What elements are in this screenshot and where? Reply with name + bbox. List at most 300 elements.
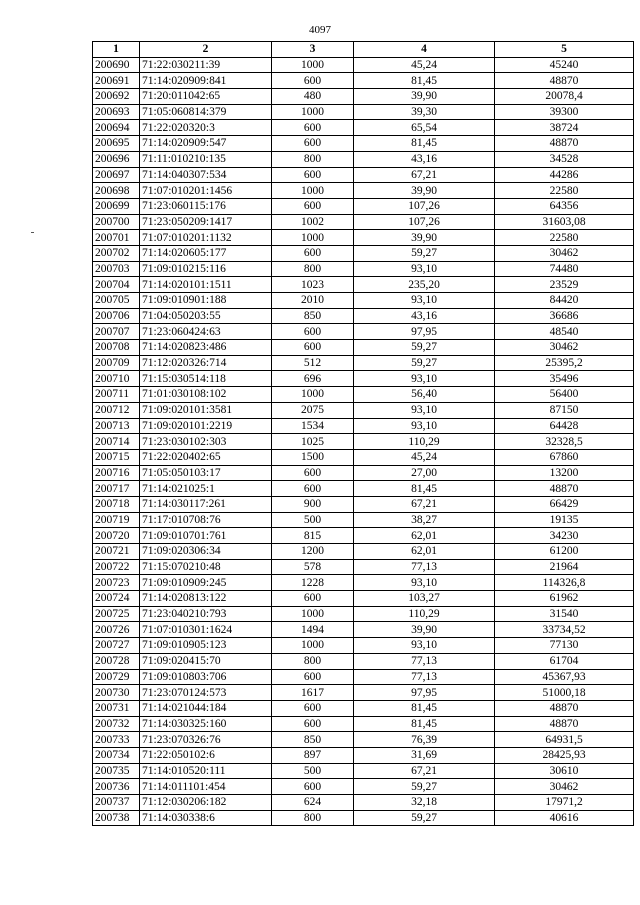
table-row bbox=[93, 230, 634, 246]
area-cell: 1200 bbox=[272, 544, 354, 560]
cadastral-number-cell: 71:09:010905:123 bbox=[140, 638, 272, 654]
amount-cell: 33734,52 bbox=[495, 622, 634, 638]
row-id-cell: 200719 bbox=[93, 512, 140, 528]
amount-cell: 44286 bbox=[495, 167, 634, 183]
cadastral-number-cell: 71:22:020320:3 bbox=[140, 120, 272, 136]
row-id-cell: 200717 bbox=[93, 481, 140, 497]
table-row bbox=[93, 747, 634, 763]
row-id-cell: 200734 bbox=[93, 747, 140, 763]
table-row bbox=[93, 559, 634, 575]
amount-cell: 38724 bbox=[495, 120, 634, 136]
rate-cell: 110,29 bbox=[354, 606, 495, 622]
row-id-cell: 200704 bbox=[93, 277, 140, 293]
cadastral-number-cell: 71:11:010210:135 bbox=[140, 151, 272, 167]
cadastral-number-cell: 71:17:010708:76 bbox=[140, 512, 272, 528]
header-col-4: 4 bbox=[354, 42, 495, 58]
rate-cell: 107,26 bbox=[354, 198, 495, 214]
row-id-cell: 200709 bbox=[93, 355, 140, 371]
rate-cell: 67,21 bbox=[354, 763, 495, 779]
row-id-cell: 200723 bbox=[93, 575, 140, 591]
row-id-cell: 200733 bbox=[93, 732, 140, 748]
area-cell: 1025 bbox=[272, 434, 354, 450]
amount-cell: 48870 bbox=[495, 716, 634, 732]
cadastral-number-cell: 71:09:010215:116 bbox=[140, 261, 272, 277]
row-id-cell: 200728 bbox=[93, 653, 140, 669]
row-id-cell: 200718 bbox=[93, 496, 140, 512]
rate-cell: 77,13 bbox=[354, 669, 495, 685]
row-id-cell: 200730 bbox=[93, 685, 140, 701]
area-cell: 1494 bbox=[272, 622, 354, 638]
area-cell: 815 bbox=[272, 528, 354, 544]
cadastral-number-cell: 71:23:060424:63 bbox=[140, 324, 272, 340]
cadastral-number-cell: 71:15:070210:48 bbox=[140, 559, 272, 575]
area-cell: 600 bbox=[272, 167, 354, 183]
rate-cell: 38,27 bbox=[354, 512, 495, 528]
table-row bbox=[93, 151, 634, 167]
area-cell: 2075 bbox=[272, 402, 354, 418]
row-id-cell: 200707 bbox=[93, 324, 140, 340]
table-row bbox=[93, 277, 634, 293]
cadastral-number-cell: 71:22:030211:39 bbox=[140, 57, 272, 73]
area-cell: 1534 bbox=[272, 418, 354, 434]
rate-cell: 59,27 bbox=[354, 810, 495, 826]
row-id-cell: 200725 bbox=[93, 606, 140, 622]
cadastral-number-cell: 71:09:020306:34 bbox=[140, 544, 272, 560]
amount-cell: 56400 bbox=[495, 387, 634, 403]
table-row bbox=[93, 214, 634, 230]
table-row bbox=[93, 57, 634, 73]
area-cell: 1000 bbox=[272, 183, 354, 199]
amount-cell: 45367,93 bbox=[495, 669, 634, 685]
row-id-cell: 200697 bbox=[93, 167, 140, 183]
amount-cell: 45240 bbox=[495, 57, 634, 73]
row-id-cell: 200706 bbox=[93, 308, 140, 324]
row-id-cell: 200692 bbox=[93, 89, 140, 105]
area-cell: 850 bbox=[272, 308, 354, 324]
area-cell: 578 bbox=[272, 559, 354, 575]
row-id-cell: 200703 bbox=[93, 261, 140, 277]
table-row bbox=[93, 198, 634, 214]
amount-cell: 23529 bbox=[495, 277, 634, 293]
area-cell: 600 bbox=[272, 340, 354, 356]
amount-cell: 77130 bbox=[495, 638, 634, 654]
table-row bbox=[93, 449, 634, 465]
row-id-cell: 200715 bbox=[93, 449, 140, 465]
amount-cell: 87150 bbox=[495, 402, 634, 418]
row-id-cell: 200724 bbox=[93, 591, 140, 607]
area-cell: 800 bbox=[272, 261, 354, 277]
rate-cell: 76,39 bbox=[354, 732, 495, 748]
area-cell: 500 bbox=[272, 512, 354, 528]
area-cell: 800 bbox=[272, 653, 354, 669]
amount-cell: 30462 bbox=[495, 245, 634, 261]
table-row bbox=[93, 606, 634, 622]
row-id-cell: 200690 bbox=[93, 57, 140, 73]
row-id-cell: 200716 bbox=[93, 465, 140, 481]
stray-mark bbox=[31, 232, 34, 233]
amount-cell: 61962 bbox=[495, 591, 634, 607]
table-row bbox=[93, 528, 634, 544]
rate-cell: 235,20 bbox=[354, 277, 495, 293]
cadastral-number-cell: 71:14:021044:184 bbox=[140, 700, 272, 716]
cadastral-number-cell: 71:14:021025:1 bbox=[140, 481, 272, 497]
row-id-cell: 200738 bbox=[93, 810, 140, 826]
amount-cell: 48540 bbox=[495, 324, 634, 340]
area-cell: 1617 bbox=[272, 685, 354, 701]
cadastral-number-cell: 71:05:050103:17 bbox=[140, 465, 272, 481]
amount-cell: 48870 bbox=[495, 481, 634, 497]
area-cell: 1000 bbox=[272, 606, 354, 622]
table-row bbox=[93, 465, 634, 481]
rate-cell: 67,21 bbox=[354, 496, 495, 512]
cadastral-number-cell: 71:07:010301:1624 bbox=[140, 622, 272, 638]
row-id-cell: 200700 bbox=[93, 214, 140, 230]
cadastral-number-cell: 71:09:010901:188 bbox=[140, 293, 272, 309]
rate-cell: 56,40 bbox=[354, 387, 495, 403]
rate-cell: 77,13 bbox=[354, 559, 495, 575]
cadastral-number-cell: 71:09:010909:245 bbox=[140, 575, 272, 591]
rate-cell: 59,27 bbox=[354, 245, 495, 261]
table-row bbox=[93, 700, 634, 716]
rate-cell: 39,90 bbox=[354, 622, 495, 638]
table-row bbox=[93, 638, 634, 654]
row-id-cell: 200735 bbox=[93, 763, 140, 779]
area-cell: 900 bbox=[272, 496, 354, 512]
area-cell: 600 bbox=[272, 73, 354, 89]
cadastral-number-cell: 71:23:070124:573 bbox=[140, 685, 272, 701]
area-cell: 1000 bbox=[272, 638, 354, 654]
table-row bbox=[93, 434, 634, 450]
area-cell: 1500 bbox=[272, 449, 354, 465]
area-cell: 600 bbox=[272, 120, 354, 136]
amount-cell: 39300 bbox=[495, 104, 634, 120]
amount-cell: 31540 bbox=[495, 606, 634, 622]
area-cell: 600 bbox=[272, 716, 354, 732]
amount-cell: 32328,5 bbox=[495, 434, 634, 450]
amount-cell: 40616 bbox=[495, 810, 634, 826]
table-row bbox=[93, 622, 634, 638]
row-id-cell: 200737 bbox=[93, 795, 140, 811]
table-row bbox=[93, 120, 634, 136]
row-id-cell: 200714 bbox=[93, 434, 140, 450]
rate-cell: 97,95 bbox=[354, 685, 495, 701]
area-cell: 600 bbox=[272, 591, 354, 607]
row-id-cell: 200711 bbox=[93, 387, 140, 403]
amount-cell: 22580 bbox=[495, 230, 634, 246]
rate-cell: 103,27 bbox=[354, 591, 495, 607]
amount-cell: 22580 bbox=[495, 183, 634, 199]
rate-cell: 93,10 bbox=[354, 261, 495, 277]
table-row bbox=[93, 261, 634, 277]
row-id-cell: 200729 bbox=[93, 669, 140, 685]
rate-cell: 93,10 bbox=[354, 575, 495, 591]
cadastral-number-cell: 71:01:030108:102 bbox=[140, 387, 272, 403]
amount-cell: 17971,2 bbox=[495, 795, 634, 811]
row-id-cell: 200693 bbox=[93, 104, 140, 120]
amount-cell: 19135 bbox=[495, 512, 634, 528]
row-id-cell: 200722 bbox=[93, 559, 140, 575]
amount-cell: 30462 bbox=[495, 779, 634, 795]
amount-cell: 64931,5 bbox=[495, 732, 634, 748]
rate-cell: 39,90 bbox=[354, 230, 495, 246]
row-id-cell: 200712 bbox=[93, 402, 140, 418]
row-id-cell: 200732 bbox=[93, 716, 140, 732]
cadastral-number-cell: 71:07:010201:1456 bbox=[140, 183, 272, 199]
area-cell: 1000 bbox=[272, 230, 354, 246]
rate-cell: 81,45 bbox=[354, 73, 495, 89]
rate-cell: 62,01 bbox=[354, 528, 495, 544]
rate-cell: 107,26 bbox=[354, 214, 495, 230]
area-cell: 600 bbox=[272, 324, 354, 340]
table-row bbox=[93, 575, 634, 591]
rate-cell: 43,16 bbox=[354, 151, 495, 167]
amount-cell: 28425,93 bbox=[495, 747, 634, 763]
area-cell: 800 bbox=[272, 810, 354, 826]
table-row bbox=[93, 324, 634, 340]
row-id-cell: 200695 bbox=[93, 136, 140, 152]
table-row bbox=[93, 371, 634, 387]
cadastral-number-cell: 71:09:010803:706 bbox=[140, 669, 272, 685]
area-cell: 500 bbox=[272, 763, 354, 779]
cadastral-number-cell: 71:23:050209:1417 bbox=[140, 214, 272, 230]
cadastral-number-cell: 71:14:040307:534 bbox=[140, 167, 272, 183]
table-row bbox=[93, 512, 634, 528]
amount-cell: 61200 bbox=[495, 544, 634, 560]
rate-cell: 81,45 bbox=[354, 700, 495, 716]
row-id-cell: 200721 bbox=[93, 544, 140, 560]
row-id-cell: 200691 bbox=[93, 73, 140, 89]
table-row bbox=[93, 402, 634, 418]
page-number: 4097 bbox=[309, 24, 331, 36]
rate-cell: 39,90 bbox=[354, 89, 495, 105]
cadastral-number-cell: 71:20:011042:65 bbox=[140, 89, 272, 105]
area-cell: 600 bbox=[272, 245, 354, 261]
table-row bbox=[93, 685, 634, 701]
area-cell: 1023 bbox=[272, 277, 354, 293]
area-cell: 600 bbox=[272, 669, 354, 685]
header-row bbox=[93, 42, 634, 58]
table-row bbox=[93, 732, 634, 748]
row-id-cell: 200696 bbox=[93, 151, 140, 167]
table-row bbox=[93, 496, 634, 512]
table-row bbox=[93, 167, 634, 183]
area-cell: 1228 bbox=[272, 575, 354, 591]
amount-cell: 34528 bbox=[495, 151, 634, 167]
table-row bbox=[93, 481, 634, 497]
rate-cell: 93,10 bbox=[354, 638, 495, 654]
amount-cell: 30462 bbox=[495, 340, 634, 356]
row-id-cell: 200708 bbox=[93, 340, 140, 356]
table-row bbox=[93, 418, 634, 434]
cadastral-number-cell: 71:14:020605:177 bbox=[140, 245, 272, 261]
amount-cell: 67860 bbox=[495, 449, 634, 465]
amount-cell: 13200 bbox=[495, 465, 634, 481]
cadastral-number-cell: 71:22:050102:6 bbox=[140, 747, 272, 763]
row-id-cell: 200699 bbox=[93, 198, 140, 214]
amount-cell: 74480 bbox=[495, 261, 634, 277]
cadastral-number-cell: 71:14:030338:6 bbox=[140, 810, 272, 826]
cadastral-number-cell: 71:09:020101:3581 bbox=[140, 402, 272, 418]
area-cell: 600 bbox=[272, 481, 354, 497]
cadastral-number-cell: 71:12:030206:182 bbox=[140, 795, 272, 811]
rate-cell: 59,27 bbox=[354, 779, 495, 795]
data-table bbox=[92, 41, 634, 826]
rate-cell: 43,16 bbox=[354, 308, 495, 324]
area-cell: 600 bbox=[272, 198, 354, 214]
cadastral-number-cell: 71:14:020823:486 bbox=[140, 340, 272, 356]
rate-cell: 81,45 bbox=[354, 136, 495, 152]
area-cell: 480 bbox=[272, 89, 354, 105]
amount-cell: 36686 bbox=[495, 308, 634, 324]
cadastral-number-cell: 71:14:020813:122 bbox=[140, 591, 272, 607]
cadastral-number-cell: 71:14:020909:547 bbox=[140, 136, 272, 152]
rate-cell: 81,45 bbox=[354, 481, 495, 497]
rate-cell: 93,10 bbox=[354, 418, 495, 434]
cadastral-number-cell: 71:04:050203:55 bbox=[140, 308, 272, 324]
header-col-2: 2 bbox=[140, 42, 272, 58]
area-cell: 1000 bbox=[272, 387, 354, 403]
row-id-cell: 200705 bbox=[93, 293, 140, 309]
amount-cell: 64428 bbox=[495, 418, 634, 434]
cadastral-number-cell: 71:14:030117:261 bbox=[140, 496, 272, 512]
table-row bbox=[93, 653, 634, 669]
rate-cell: 77,13 bbox=[354, 653, 495, 669]
rate-cell: 45,24 bbox=[354, 449, 495, 465]
cadastral-number-cell: 71:07:010201:1132 bbox=[140, 230, 272, 246]
amount-cell: 48870 bbox=[495, 73, 634, 89]
area-cell: 850 bbox=[272, 732, 354, 748]
rate-cell: 62,01 bbox=[354, 544, 495, 560]
cadastral-number-cell: 71:12:020326:714 bbox=[140, 355, 272, 371]
amount-cell: 21964 bbox=[495, 559, 634, 575]
table-row bbox=[93, 245, 634, 261]
table-row bbox=[93, 763, 634, 779]
rate-cell: 110,29 bbox=[354, 434, 495, 450]
table-row bbox=[93, 308, 634, 324]
row-id-cell: 200698 bbox=[93, 183, 140, 199]
header-col-5: 5 bbox=[495, 42, 634, 58]
table-row bbox=[93, 73, 634, 89]
row-id-cell: 200701 bbox=[93, 230, 140, 246]
cadastral-number-cell: 71:23:070326:76 bbox=[140, 732, 272, 748]
amount-cell: 20078,4 bbox=[495, 89, 634, 105]
amount-cell: 34230 bbox=[495, 528, 634, 544]
row-id-cell: 200713 bbox=[93, 418, 140, 434]
cadastral-number-cell: 71:14:030325:160 bbox=[140, 716, 272, 732]
area-cell: 1000 bbox=[272, 57, 354, 73]
row-id-cell: 200694 bbox=[93, 120, 140, 136]
table-row bbox=[93, 89, 634, 105]
table-row bbox=[93, 340, 634, 356]
rate-cell: 81,45 bbox=[354, 716, 495, 732]
amount-cell: 35496 bbox=[495, 371, 634, 387]
cadastral-number-cell: 71:14:011101:454 bbox=[140, 779, 272, 795]
amount-cell: 30610 bbox=[495, 763, 634, 779]
table-row bbox=[93, 795, 634, 811]
amount-cell: 66429 bbox=[495, 496, 634, 512]
area-cell: 696 bbox=[272, 371, 354, 387]
table-row bbox=[93, 779, 634, 795]
area-cell: 600 bbox=[272, 465, 354, 481]
rate-cell: 93,10 bbox=[354, 402, 495, 418]
rate-cell: 67,21 bbox=[354, 167, 495, 183]
table-body bbox=[93, 57, 634, 826]
cadastral-number-cell: 71:23:060115:176 bbox=[140, 198, 272, 214]
table-row bbox=[93, 293, 634, 309]
area-cell: 2010 bbox=[272, 293, 354, 309]
rate-cell: 59,27 bbox=[354, 340, 495, 356]
area-cell: 897 bbox=[272, 747, 354, 763]
amount-cell: 51000,18 bbox=[495, 685, 634, 701]
rate-cell: 65,54 bbox=[354, 120, 495, 136]
area-cell: 600 bbox=[272, 700, 354, 716]
row-id-cell: 200726 bbox=[93, 622, 140, 638]
cadastral-number-cell: 71:09:010701:761 bbox=[140, 528, 272, 544]
cadastral-number-cell: 71:05:060814:379 bbox=[140, 104, 272, 120]
row-id-cell: 200720 bbox=[93, 528, 140, 544]
rate-cell: 31,69 bbox=[354, 747, 495, 763]
amount-cell: 64356 bbox=[495, 198, 634, 214]
row-id-cell: 200736 bbox=[93, 779, 140, 795]
cadastral-number-cell: 71:14:020909:841 bbox=[140, 73, 272, 89]
table-row bbox=[93, 387, 634, 403]
table-row bbox=[93, 669, 634, 685]
amount-cell: 114326,8 bbox=[495, 575, 634, 591]
cadastral-number-cell: 71:22:020402:65 bbox=[140, 449, 272, 465]
rate-cell: 45,24 bbox=[354, 57, 495, 73]
rate-cell: 39,90 bbox=[354, 183, 495, 199]
table-row bbox=[93, 810, 634, 826]
row-id-cell: 200710 bbox=[93, 371, 140, 387]
cadastral-number-cell: 71:23:040210:793 bbox=[140, 606, 272, 622]
area-cell: 600 bbox=[272, 136, 354, 152]
cadastral-number-cell: 71:15:030514:118 bbox=[140, 371, 272, 387]
table-row bbox=[93, 544, 634, 560]
table-row bbox=[93, 355, 634, 371]
cadastral-number-cell: 71:23:030102:303 bbox=[140, 434, 272, 450]
area-cell: 624 bbox=[272, 795, 354, 811]
cadastral-number-cell: 71:14:010520:111 bbox=[140, 763, 272, 779]
area-cell: 800 bbox=[272, 151, 354, 167]
amount-cell: 61704 bbox=[495, 653, 634, 669]
area-cell: 1002 bbox=[272, 214, 354, 230]
row-id-cell: 200731 bbox=[93, 700, 140, 716]
table-row bbox=[93, 104, 634, 120]
cadastral-number-cell: 71:09:020101:2219 bbox=[140, 418, 272, 434]
amount-cell: 84420 bbox=[495, 293, 634, 309]
rate-cell: 93,10 bbox=[354, 293, 495, 309]
row-id-cell: 200727 bbox=[93, 638, 140, 654]
row-id-cell: 200702 bbox=[93, 245, 140, 261]
area-cell: 1000 bbox=[272, 104, 354, 120]
rate-cell: 59,27 bbox=[354, 355, 495, 371]
table-row bbox=[93, 183, 634, 199]
table-row bbox=[93, 716, 634, 732]
area-cell: 512 bbox=[272, 355, 354, 371]
amount-cell: 48870 bbox=[495, 700, 634, 716]
rate-cell: 39,30 bbox=[354, 104, 495, 120]
table-row bbox=[93, 591, 634, 607]
header-col-3: 3 bbox=[272, 42, 354, 58]
cadastral-number-cell: 71:09:020415:70 bbox=[140, 653, 272, 669]
rate-cell: 32,18 bbox=[354, 795, 495, 811]
area-cell: 600 bbox=[272, 779, 354, 795]
amount-cell: 25395,2 bbox=[495, 355, 634, 371]
rate-cell: 97,95 bbox=[354, 324, 495, 340]
amount-cell: 31603,08 bbox=[495, 214, 634, 230]
rate-cell: 27,00 bbox=[354, 465, 495, 481]
amount-cell: 48870 bbox=[495, 136, 634, 152]
